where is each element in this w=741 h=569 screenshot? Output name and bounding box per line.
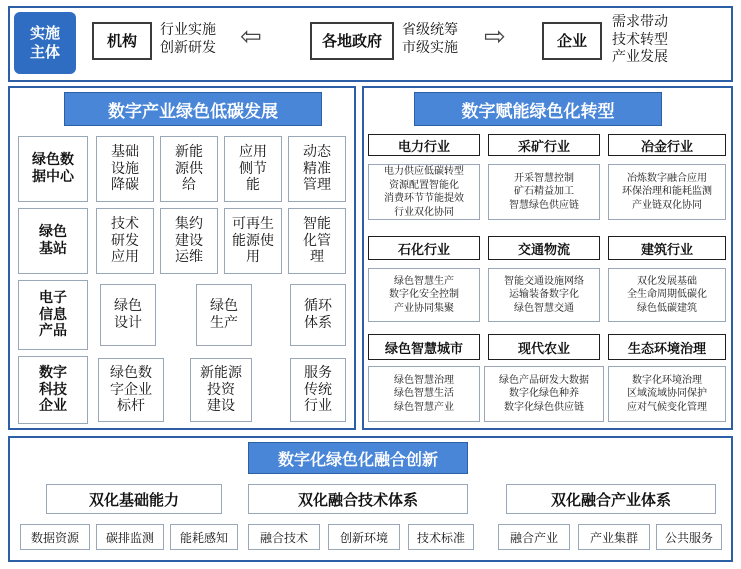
group-tech-system: 双化融合技术体系	[248, 484, 468, 514]
tag-carbon-monitoring: 碳排监测	[96, 524, 164, 550]
industry-construction-desc: 双化发展基础 全生命周期低碳化 绿色低碳建筑	[608, 268, 726, 322]
industry-agriculture: 现代农业	[488, 334, 600, 360]
industry-smart-city: 绿色智慧城市	[368, 334, 480, 360]
row1-cell4: 动态 精准 管理	[288, 136, 346, 202]
tag-data-resources: 数据资源	[20, 524, 90, 550]
row3-cell3: 循环 体系	[290, 284, 346, 346]
row4-cell3: 服务 传统 行业	[290, 358, 346, 422]
row4-cell1: 绿色数 字企业 标杆	[98, 358, 164, 422]
industry-metallurgy-desc: 冶炼数字融合应用 环保治理和能耗监测 产业链双化协同	[608, 164, 726, 220]
tag-innovation-env: 创新环境	[328, 524, 400, 550]
row2-cell3: 可再生 能源使 用	[224, 208, 282, 274]
row2-cell2: 集约 建设 运维	[160, 208, 218, 274]
row3-cell2: 绿色 生产	[196, 284, 252, 346]
row4-cell2: 新能源 投资 建设	[190, 358, 252, 422]
tag-public-service: 公共服务	[656, 524, 722, 550]
row-label-tech-enterprise: 数字 科技 企业	[18, 356, 88, 424]
row3-cell1: 绿色 设计	[100, 284, 156, 346]
industry-power-desc: 电力供应低碳转型 资源配置智能化 消费环节节能提效 行业双化协同	[368, 164, 480, 220]
row2-cell1: 技术 研发 应用	[96, 208, 154, 274]
institution-desc: 行业实施 创新研发	[160, 22, 216, 56]
row1-cell3: 应用 侧节 能	[224, 136, 282, 202]
row-label-base-station: 绿色 基站	[18, 208, 88, 274]
industry-mining-desc: 开采智慧控制 矿石精益加工 智慧绿色供应链	[488, 164, 600, 220]
industry-smart-city-desc: 绿色智慧治理 绿色智慧生活 绿色智慧产业	[368, 366, 480, 422]
industry-construction: 建筑行业	[608, 236, 726, 260]
group-basic-capability: 双化基础能力	[46, 484, 222, 514]
tag-fusion-industry: 融合产业	[498, 524, 570, 550]
row1-cell1: 基础 设施 降碳	[96, 136, 154, 202]
group-industry-system: 双化融合产业体系	[506, 484, 716, 514]
government-box: 各地政府	[310, 22, 394, 60]
industry-petrochemical: 石化行业	[368, 236, 480, 260]
industry-transport-desc: 智能交通设施网络 运输装备数字化 绿色智慧交通	[488, 268, 600, 322]
enterprise-box: 企业	[542, 22, 602, 60]
right-arrow-icon: ⇨	[484, 22, 506, 52]
digital-empowerment-title: 数字赋能绿色化转型	[414, 92, 662, 126]
row1-cell2: 新能 源供 给	[160, 136, 218, 202]
tag-fusion-tech: 融合技术	[248, 524, 320, 550]
industry-metallurgy: 冶金行业	[608, 134, 726, 156]
tag-tech-standards: 技术标准	[408, 524, 474, 550]
industry-power: 电力行业	[368, 134, 480, 156]
fusion-innovation-title: 数字化绿色化融合创新	[248, 442, 468, 474]
industry-ecology-desc: 数字化环境治理 区域流域协同保护 应对气候变化管理	[608, 366, 726, 422]
digital-industry-title: 数字产业绿色低碳发展	[64, 92, 322, 126]
row2-cell4: 智能 化管 理	[288, 208, 346, 274]
tag-energy-sensing: 能耗感知	[170, 524, 238, 550]
industry-transport: 交通物流	[488, 236, 600, 260]
enterprise-desc: 需求带动 技术转型 产业发展	[612, 14, 668, 65]
row-label-electronic-products: 电子 信息 产品	[18, 280, 88, 350]
industry-mining: 采矿行业	[488, 134, 600, 156]
industry-petrochemical-desc: 绿色智慧生产 数字化安全控制 产业协同集聚	[368, 268, 480, 322]
institution-box: 机构	[92, 22, 152, 60]
implementation-subject-label: 实施 主体	[14, 12, 76, 74]
industry-ecology: 生态环境治理	[608, 334, 726, 360]
industry-agriculture-desc: 绿色产品研发大数据 数字化绿色种养 数字化绿色供应链	[484, 366, 604, 422]
government-desc: 省级统筹 市级实施	[402, 22, 458, 56]
row-label-data-center: 绿色数 据中心	[18, 136, 88, 202]
left-arrow-icon: ⇦	[240, 22, 262, 52]
tag-industry-cluster: 产业集群	[578, 524, 650, 550]
